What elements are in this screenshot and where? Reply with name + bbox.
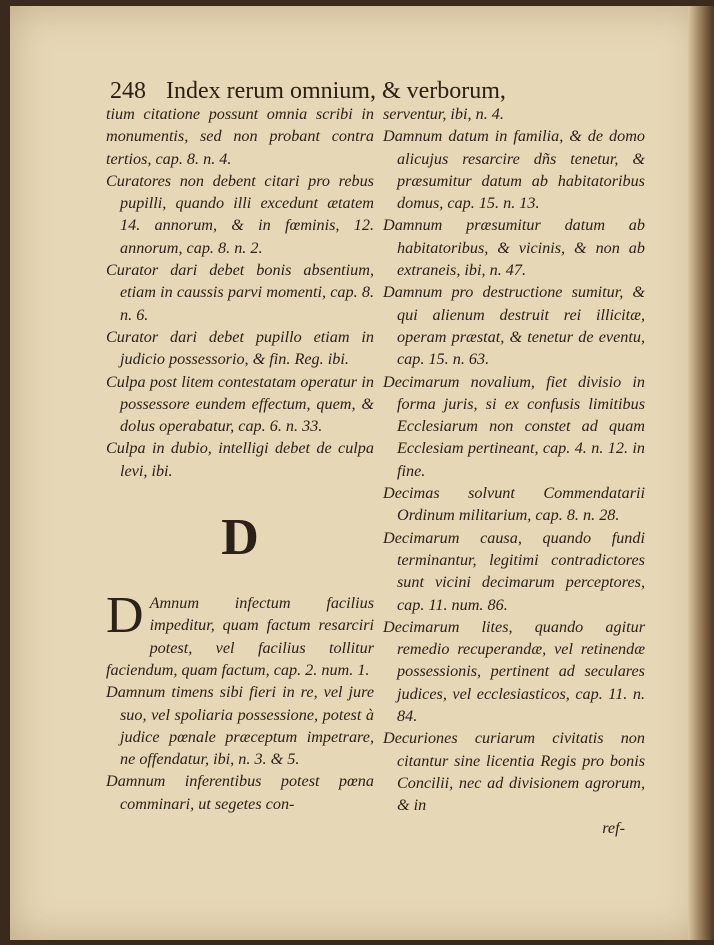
book-gutter bbox=[688, 6, 714, 940]
index-entry: Decimarum lites, quando agitur remedio recuperandæ, vel retinendæ possessionis, pertinent ad seculares judices, vel ecclesiasticos, cap. 11. n. 84. bbox=[383, 617, 645, 726]
index-entry: Culpa in dubio, intelligi debet de culpa levi, ibi. bbox=[106, 439, 374, 480]
page-header bbox=[110, 78, 580, 105]
index-entry: Damnum inferentibus potest pœna comminari, ut segetes con- bbox=[106, 772, 374, 813]
index-entry: Decimas solvunt Commendatarii Ordinum militarium, cap. 8. n. 28. bbox=[383, 484, 645, 525]
catchword: ref- bbox=[602, 818, 625, 837]
index-entry: tium citatione possunt omnia scribi in monumentis, sed non probant contra tertios, cap. 8. n. 4. bbox=[106, 105, 374, 168]
page-number: 248 bbox=[110, 78, 146, 104]
right-column bbox=[383, 103, 645, 839]
left-column bbox=[106, 103, 374, 815]
index-entry: Damnum pro destructione sumitur, & qui alienum destruit rei illicitæ, operam præstat, & tenetur de eventu, cap. 15. n. 63. bbox=[383, 283, 645, 369]
index-entry: Damnum præsumitur datum ab habitatoribus, & vicinis, & non ab extraneis, ibi, n. 47. bbox=[383, 216, 645, 280]
index-entry: Culpa post litem contestatam operatur in possessore eundem effectum, quem, & dolus operabatur, cap. 6. n. 33. bbox=[106, 372, 374, 436]
index-entry: serventur, ibi, n. 4. bbox=[383, 105, 504, 123]
section-first-entry bbox=[106, 587, 374, 681]
index-entry: Curatores non debent citari pro rebus pupilli, quando illi excedunt ætatem 14. annorum, & in fœminis, 12. annorum, cap. 8. n. 2. bbox=[106, 171, 374, 257]
index-entry: Decuriones curiarum civitatis non citantur sine licentia Regis pro bonis Concilii, nec ad divisionem agrorum, & in bbox=[383, 729, 645, 815]
index-entry: Decimarum causa, quando fundi terminantur, legitimi contradictores sunt vicini decimarum perceptores, cap. 11. num. 86. bbox=[383, 528, 645, 614]
index-entry: Damnum timens sibi fieri in re, vel jure suo, vel spoliaria possessione, potest à judice pœnale præceptum impetrare, ne offendatur, ibi, n. 3. & 5. bbox=[106, 683, 374, 769]
section-letter: D bbox=[221, 509, 259, 567]
index-entry: Damnum datum in familia, & de domo alicujus resarcire dñs tenetur, & præsumitur datum ab habitatoribus domus, cap. 15. n. 13. bbox=[383, 127, 645, 213]
first-entry-text: Amnum infectum facilius impeditur, quam factum resarciri potest, vel facilius tollitur faciendum, quam factum, cap. 2. num. 1. bbox=[106, 594, 374, 679]
index-entry: Curator dari debet bonis absentium, etiam in caussis parvi momenti, cap. 8. n. 6. bbox=[106, 261, 374, 324]
running-title: Index rerum omnium, & verborum, bbox=[166, 78, 506, 104]
index-entry: Curator dari debet pupillo etiam in judicio possessorio, & fin. Reg. ibi. bbox=[106, 327, 374, 369]
index-entry: Decimarum novalium, fiet divisio in forma juris, si ex confusis limitibus Ecclesiarum non constet ad quam Ecclesiam pertineant, cap. 4. n. 12. in fine. bbox=[383, 372, 645, 480]
drop-cap: D bbox=[106, 587, 144, 645]
